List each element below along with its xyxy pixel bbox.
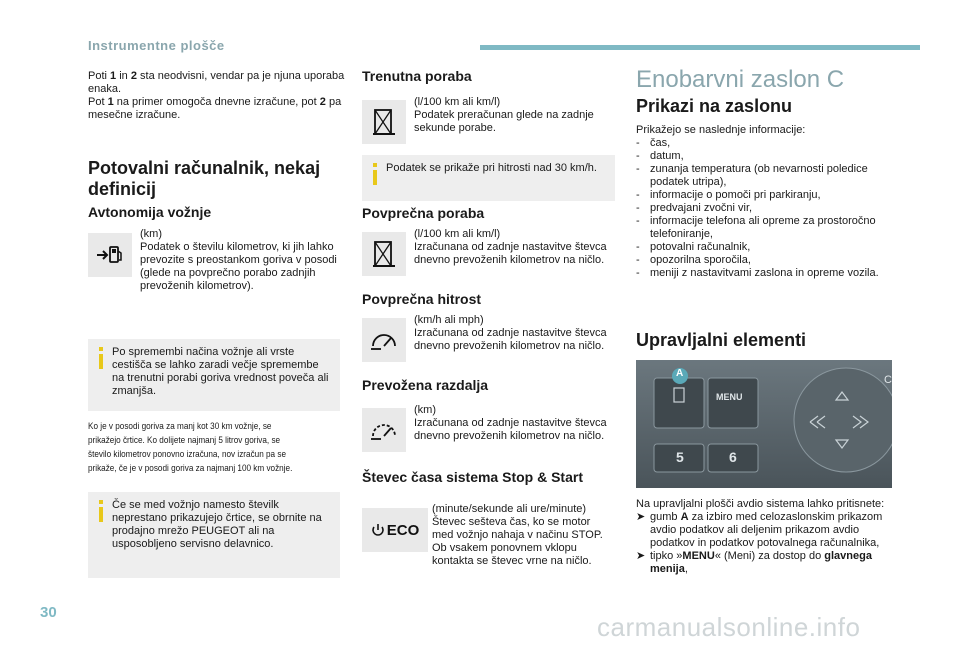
range-fuel-icon	[88, 233, 132, 277]
list-item: - čas,	[636, 137, 671, 149]
list-item: - predvajani zvočni vir,	[636, 202, 753, 214]
intro-paragraph: Poti 1 in 2 sta neodvisni, vendar pa je njuna uporaba enaka. Pot 1 na primer omogoča dnevne izračune, pot 2 pa mesečne izračune.	[88, 70, 345, 121]
fuel-range-small-print: Ko je v posodi goriva za manj kot 30 km vožnje, se prikažejo črtice. Ko dolijete najmanj 5 litrov goriva, se število kilometrov ponovno izračuna, nov izračun pa se prikaže, če je v posodi goriva za najmanj 100 km vožnje.	[88, 421, 293, 474]
current-consumption-icon	[362, 100, 406, 144]
average-speed-icon	[362, 318, 406, 362]
info-icon	[96, 347, 106, 369]
section-title-trip-computer: Potovalni računalnik, nekaj definicij	[88, 158, 321, 199]
info-note-2: Če se med vožnjo namesto številk neprestano prikazujejo črtice, se obrnite na prodajno mrežo PEUGEOT ali na usposobljeno servisno delavnico.	[88, 492, 340, 578]
panel-button-5: 5	[676, 449, 684, 465]
average-speed-title: Povprečna hitrost	[362, 291, 482, 307]
stop-start-text: (minute/sekunde ali ure/minute) Števec sešteva čas, ko se motor med vožnjo nahaja v načinu STOP. Ob vsakem ponovnem vklopu kontakta se števec vrne na ničlo.	[432, 503, 603, 567]
page-header-title: Instrumentne plošče	[88, 38, 225, 53]
list-item: ➤ tipko »MENU« (Meni) za dostop do glavnega menija,	[636, 550, 872, 575]
controls-text: Na upravljalni plošči avdio sistema lahko pritisnete: ➤ gumb A za izbiro med celozaslonskim prikazom avdio podatkov ali deljenim prikazom avdio podatkov in podatkov potovalnega računalnika, ➤ tipko »MENU« (Meni) za dostop do glavnega menija,	[636, 498, 885, 575]
info-note-speed: Podatek se prikaže pri hitrosti nad 30 km/h.	[362, 155, 615, 201]
distance-travelled-icon	[362, 408, 406, 452]
autonomy-title: Avtonomija vožnje	[88, 204, 212, 220]
current-consumption-title: Trenutna poraba	[362, 68, 472, 84]
average-consumption-title: Povprečna poraba	[362, 205, 485, 221]
list-item: - informacije o pomoči pri parkiranju,	[636, 189, 821, 201]
list-item: - datum,	[636, 150, 684, 162]
eco-icon	[362, 508, 428, 552]
display-section-title: Prikazi na zaslonu	[636, 96, 793, 116]
current-consumption-text: (l/100 km ali km/l) Podatek preračunan glede na zadnje sekunde porabe.	[414, 96, 594, 134]
list-item: - potovalni računalnik,	[636, 241, 751, 253]
display-info-list: Prikažejo se naslednje informacije: - čas, - datum, - zunanja temperatura (ob nevarnosti poledice podatek utripa), - informacije o pomoči pri parkiranju, - predvajani zvočni vir, - informacije telefona ali opreme za prostoročno telefoniranje, - potovalni računalnik, - opozorilna sporočila, - meniji z nastavitvami zaslona in opreme vozila.	[636, 124, 881, 280]
list-item: - meniji z nastavitvami zaslona in opreme vozila.	[636, 267, 879, 279]
list-item: - informacije telefona ali opreme za prostoročno telefoniranje,	[636, 215, 876, 240]
info-icon	[370, 163, 380, 185]
audio-control-panel-photo	[636, 360, 892, 488]
page-number: 30	[40, 604, 57, 621]
watermark: carmanualsonline.info	[597, 612, 861, 642]
panel-marker-a: A	[676, 368, 684, 379]
info-icon	[96, 500, 106, 522]
list-item: ➤ gumb A za izbiro med celozaslonskim prikazom avdio podatkov ali deljenim prikazom avdio podatkov in podatkov potovalnega računalnika,	[636, 511, 883, 549]
panel-menu-label: MENU	[716, 392, 743, 402]
info-note-1: Po spremembi načina vožnje ali vrste cestišča se lahko zaradi večje spremembe na trenutni porabi goriva vrednost poveča ali zmanjša.	[88, 339, 340, 411]
panel-edge-letter: C	[884, 374, 892, 386]
eco-label: ECO	[386, 521, 420, 539]
average-consumption-text: (l/100 km ali km/l) Izračunana od zadnje nastavitve števca dnevno prevoženih kilometrov na ničlo.	[414, 228, 607, 266]
distance-travelled-title: Prevožena razdalja	[362, 377, 489, 393]
stop-start-title: Števec časa sistema Stop & Start	[362, 469, 583, 485]
panel-button-6: 6	[729, 449, 737, 465]
list-item: - opozorilna sporočila,	[636, 254, 751, 266]
autonomy-text: (km) Podatek o številu kilometrov, ki jih lahko prevozite s preostankom goriva v posodi (glede na povprečno porabo zadnjih prevoženih kilometrov).	[140, 228, 337, 292]
monochrome-screen-title: Enobarvni zaslon C	[636, 66, 845, 93]
list-item: - zunanja temperatura (ob nevarnosti poledice podatek utripa),	[636, 163, 868, 188]
header-accent-bar	[480, 45, 920, 50]
average-speed-text: (km/h ali mph) Izračunana od zadnje nastavitve števca dnevno prevoženih kilometrov na ničlo.	[414, 314, 607, 352]
controls-section-title: Upravljalni elementi	[636, 330, 807, 350]
distance-travelled-text: (km) Izračunana od zadnje nastavitve števca dnevno prevoženih kilometrov na ničlo.	[414, 404, 607, 442]
average-consumption-icon	[362, 232, 406, 276]
